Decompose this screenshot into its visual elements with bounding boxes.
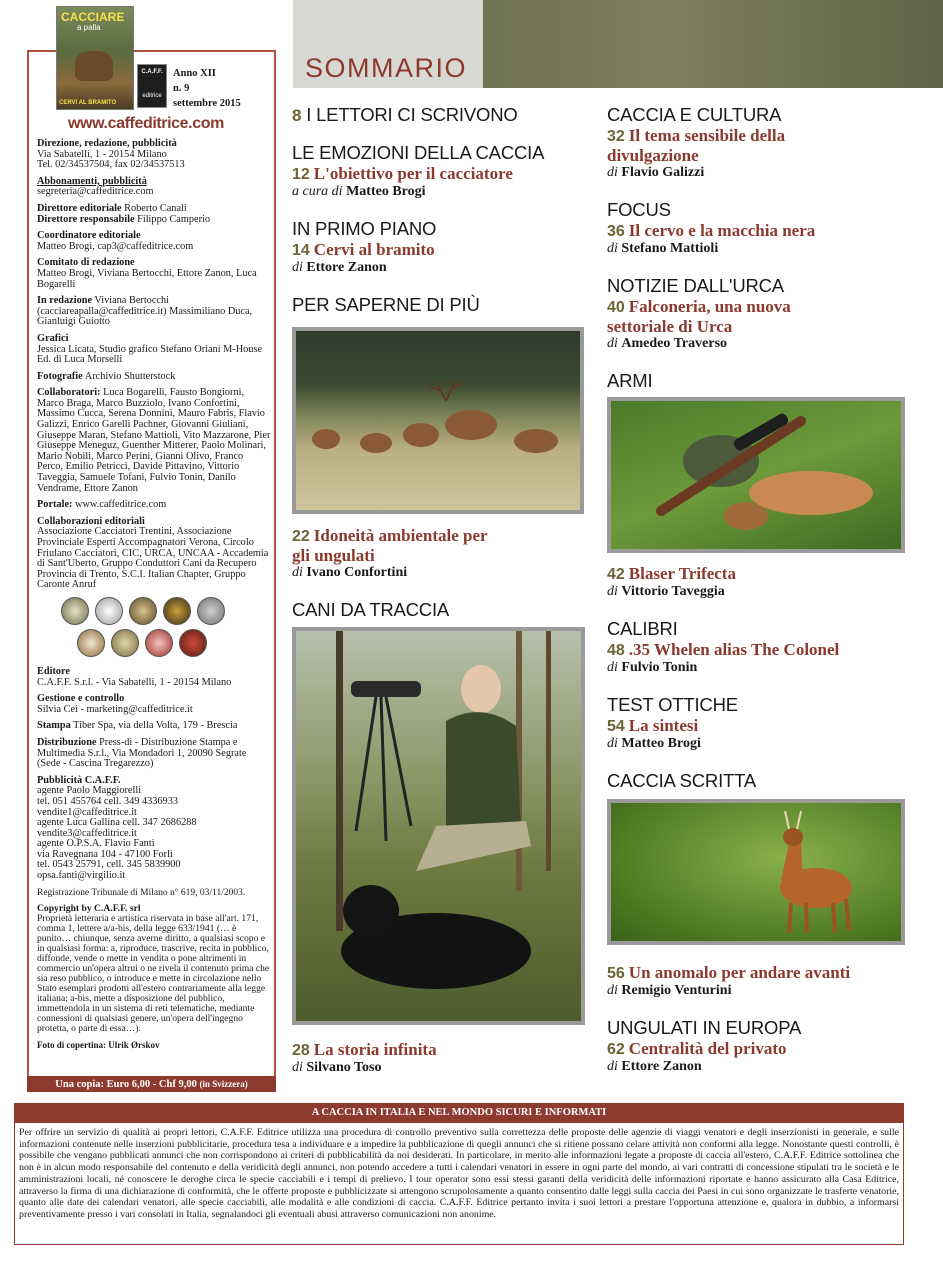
toc-author: Matteo Brogi — [621, 736, 701, 751]
direzione-line-2: Tel. 02/34537504, fax 02/34537513 — [37, 159, 185, 171]
issue-info — [173, 66, 241, 111]
association-logo — [77, 629, 105, 657]
credits-collaboratori — [37, 388, 271, 494]
byline-prefix: di — [292, 565, 303, 580]
toc-author: Stefano Mattioli — [621, 241, 719, 256]
pubblicita-line: agente Paolo Maggiorelli — [37, 785, 142, 797]
cover-thumbnail — [56, 6, 134, 110]
credits-gestione — [37, 694, 271, 715]
toc-byline — [292, 1060, 592, 1076]
byline-prefix: di — [607, 165, 618, 180]
pubblicita-line[interactable]: opsa.fanti@virgilio.it — [37, 870, 126, 882]
stampa-label: Stampa — [37, 720, 71, 732]
association-logos — [37, 597, 271, 659]
comitato-names: Matteo Brogi, Viviana Bertocchi, Ettore Zanon, Luca Bogarelli — [37, 267, 257, 290]
toc-title: Blaser Trifecta — [628, 564, 736, 583]
toc-number: 40 — [607, 299, 625, 316]
pubblicita-line: agente O.P.S.A. Flavio Fanti — [37, 838, 155, 850]
toc-section: CALIBRI — [607, 618, 678, 639]
distribuzione-name: Press-di - Distribuzione Stampa e Multimedia S.r.l., Via Mondadori 1, 20090 Segrate (Sede - Cascina Tregarezzo) — [37, 736, 247, 770]
toc-section: UNGULATI IN EUROPA — [607, 1017, 802, 1038]
toc-section: NOTIZIE DALL'URCA — [607, 275, 784, 296]
toc-author: Vittorio Taveggia — [621, 584, 725, 599]
toc-number: 56 — [607, 965, 625, 982]
toc-title: Il cervo e la macchia nera — [628, 221, 816, 240]
credits-stampa — [37, 721, 271, 732]
comitato-label: Comitato di redazione — [37, 257, 135, 269]
editore-name: C.A.F.F. S.r.l. - Via Sabatelli, 1 - 20154 Milano — [37, 676, 232, 688]
toc-number: 54 — [607, 718, 625, 735]
roe-deer-shape — [611, 803, 901, 941]
credits-copyright — [37, 904, 271, 1034]
portale-label: Portale: — [37, 499, 73, 511]
toc-title: Centralità del privato — [628, 1039, 787, 1058]
association-logo — [61, 597, 89, 625]
toc-title: Falconeria, una nuova settoriale di Urca — [607, 297, 791, 336]
photo-roe-deer-buck — [607, 799, 905, 945]
dir-resp-name: Filippo Camperio — [137, 213, 211, 225]
caff-badge-text: C.A.F.F. — [141, 69, 163, 75]
byline-prefix: di — [292, 1060, 303, 1075]
fotografie-source: Archivio Shutterstock — [84, 370, 176, 382]
toc-section: LE EMOZIONI DELLA CACCIA — [292, 142, 545, 163]
toc-number: 42 — [607, 566, 625, 583]
byline-prefix: di — [607, 736, 618, 751]
abbonamenti-email[interactable]: segreteria@caffeditrice.com — [37, 186, 154, 198]
toc-author: Ivano Confortini — [306, 565, 408, 580]
toc-number: 22 — [292, 528, 310, 545]
coord-label: Coordinatore editoriale — [37, 230, 141, 242]
credits-fotografie — [37, 372, 271, 383]
toc-byline — [607, 660, 937, 676]
deer-silhouettes — [296, 331, 580, 510]
toc-entry-48[interactable] — [607, 618, 937, 676]
byline-prefix: di — [607, 983, 618, 998]
association-logo — [163, 597, 191, 625]
toc-article — [292, 240, 592, 260]
cover-masthead-sub: a palla — [77, 23, 101, 32]
toc-author: Remigio Venturini — [621, 983, 732, 998]
toc-number: 48 — [607, 642, 625, 659]
association-logo — [145, 629, 173, 657]
direzione-line-1: Via Sabatelli, 1 - 20154 Milano — [37, 148, 167, 160]
credits-direzione — [37, 139, 271, 171]
pubblicita-line: tel. 051 455764 cell. 349 4336933 — [37, 795, 178, 807]
toc-section-caccia-scritta: CACCIA SCRITTA — [607, 770, 756, 791]
photo-red-deer-herd — [292, 327, 584, 514]
photo-hunter-with-dog — [292, 627, 585, 1025]
credits-distribuzione — [37, 738, 271, 770]
price-text: Una copia: Euro 6,00 - Chf 9,00 — [55, 1079, 197, 1090]
disclaimer-heading: A CACCIA IN ITALIA E NEL MONDO SICURI E INFORMATI — [14, 1103, 904, 1123]
toc-byline — [607, 584, 927, 600]
toc-section: IN PRIMO PIANO — [292, 218, 437, 239]
editore-label: Editore — [37, 665, 70, 677]
toc-section-per-saperne: PER SAPERNE DI PIÙ — [292, 294, 480, 315]
fotografie-label: Fotografie — [37, 370, 83, 382]
toc-section-armi: ARMI — [607, 370, 653, 391]
credits-collab-editoriali — [37, 517, 271, 591]
toc-entry-12[interactable] — [292, 142, 592, 200]
byline-prefix: di — [607, 1059, 618, 1074]
direzione-label: Direzione, redazione, pubblicità — [37, 138, 177, 149]
toc-article — [607, 564, 927, 584]
price-bar — [27, 1076, 276, 1092]
toc-number: 28 — [292, 1042, 310, 1059]
toc-article — [607, 640, 937, 660]
toc-article — [607, 126, 807, 165]
registrazione: Registrazione Tribunale di Milano n° 619, 03/11/2003. — [37, 887, 246, 898]
toc-article — [292, 526, 492, 565]
toc-entry-54[interactable] — [607, 694, 927, 752]
abbonamenti-label: Abbonamenti, pubblicità — [37, 175, 147, 187]
toc-article — [607, 963, 927, 983]
toc-section: FOCUS — [607, 199, 671, 220]
grafici-label: Grafici — [37, 332, 69, 344]
copyright-label: Copyright by C.A.F.F. srl — [37, 903, 141, 915]
toc-number: 14 — [292, 242, 310, 259]
header-band-green — [483, 0, 943, 88]
issue-year: Anno XII — [173, 68, 216, 79]
toc-author: Silvano Toso — [306, 1060, 382, 1075]
pubblicita-line: tel. 0543 25791, cell. 345 5839900 — [37, 859, 181, 871]
hunter-scene — [296, 631, 581, 1021]
toc-author: Flavio Galizzi — [621, 165, 705, 180]
toc-author: Ettore Zanon — [621, 1059, 702, 1074]
distribuzione-label: Distribuzione — [37, 736, 97, 748]
byline-prefix: di — [607, 336, 618, 351]
association-logo — [179, 629, 207, 657]
toc-section: TEST OTTICHE — [607, 694, 738, 715]
toc-entry-56[interactable] — [607, 963, 927, 999]
portale-link[interactable]: www.caffeditrice.com — [75, 499, 167, 511]
association-logo — [95, 597, 123, 625]
toc-title: La storia infinita — [313, 1040, 437, 1059]
coord-name: Matteo Brogi, cap3@caffeditrice.com — [37, 240, 194, 252]
byline-prefix: di — [607, 660, 618, 675]
toc-title: Un anomalo per andare avanti — [628, 963, 851, 982]
toc-title: Idoneità ambientale per gli ungulati — [292, 526, 488, 565]
toc-section-cani: CANI DA TRACCIA — [292, 599, 450, 620]
price-note: (in Svizzera) — [199, 1079, 248, 1089]
dir-ed-label: Direttore editoriale — [37, 202, 122, 214]
toc-entry-28[interactable] — [292, 1040, 592, 1076]
issue-date: settembre 2015 — [173, 98, 241, 109]
toc-article — [607, 221, 927, 241]
grafici-names: Jessica Licata, Studio grafico Stefano Oriani M-House Ed. di Luca Morselli — [37, 343, 263, 366]
collab-ed-label: Collaborazioni editoriali — [37, 515, 145, 527]
toc-number: 8 — [292, 106, 302, 125]
toc-number: 62 — [607, 1041, 625, 1058]
toc-entry-32[interactable] — [607, 104, 927, 181]
credits-pubblicita — [37, 776, 271, 882]
redazione-label: In redazione — [37, 295, 93, 307]
toc-author: Ettore Zanon — [306, 260, 387, 275]
gestione-name: Silvia Cei - marketing@caffeditrice.it — [37, 703, 193, 715]
credits-portale — [37, 500, 271, 511]
issue-number: n. 9 — [173, 83, 190, 94]
toc-entry-62[interactable] — [607, 1017, 927, 1075]
caff-badge — [137, 64, 167, 108]
byline-prefix: di — [292, 260, 303, 275]
toc-article — [607, 1039, 927, 1059]
collab-ed-names: Associazione Cacciatori Trentini, Associazione Provinciale Esperti Accompagnatori Verona, Circolo Friulano Cacciatori, CIC, URCA, UNCAA - Accademia di Sant'Uberto, Gruppo Conduttori Cani da Recupero Provincia di Trento, S.C.I. Italian Chapter, Gruppo Caronte Anruf — [37, 526, 269, 591]
stampa-name: Tiber Spa, via della Volta, 179 - Brescia — [73, 720, 238, 732]
toc-author: Fulvio Tonin — [621, 660, 698, 675]
toc-title: Cervi al bramito — [313, 240, 435, 259]
dir-resp-label: Direttore responsabile — [37, 213, 135, 225]
redazione-names: Viviana Bertocchi (cacciareapalla@caffeditrice.it) Massimiliano Duca, Gianluigi Guiotto — [37, 295, 253, 328]
pubblicita-line[interactable]: vendite3@caffeditrice.it — [37, 827, 137, 839]
credits-comitato — [37, 258, 271, 290]
toc-entry-36[interactable] — [607, 199, 927, 257]
pubblicita-line: via Ravegnana 104 - 47100 Forlì — [37, 848, 173, 860]
photo-rifle-and-roe-deer — [607, 397, 905, 553]
disclaimer-body: Per offrire un servizio di qualità ai propri lettori, C.A.F.F. Editrice utilizza una procedura di controllo preventivo sulla correttezza delle proposte delle agenzie di viaggi venatori e degli inserzionisti in generale, e sulle informazioni contenute nelle inserzioni pubblicitarie, procedura tesa a individuare e a impedire la pubblicazione di quegli annunci che si ritiene possano celare attività non conformi alla legge. Nonostante questi controlli, è possibile che vengano pubblicati annunci che non corrispondono ai criteri di pubblicabilità da noi desiderati. In particolare, in merito alle informazioni legate a proposte di caccia all'estero, C.A.F.F. Editrice sottolinea che non è in alcun modo responsabile del contenuto e della veridicità degli annunci, non potendo accedere a tutti i calendari venatori in essere in ogni parte del mondo, ai vari contratti di concessione stipulati tra le società e le amministrazioni locali, né conoscere le deroghe circa le specie cacciabili e i tempi di prelievo. I tour operator sono essi stessi garanti della veridicità delle informazioni riportate e hanno assicurato alla Casa Editrice, attraverso la firma di una dichiarazione di conformità, che le offerte proposte e pubblicizzate si attengono scrupolosamente a quanto consentito dalle leggi sulla caccia dei Paesi in cui sono organizzate le trasferte venatorie, quanto alle date dei calendari venatori, alle specie cacciabili, alle modalità e alle condizioni di caccia. C.A.F.F. Editrice pertanto invita i suoi lettori a prestare l'opportuna attenzione e, qualora in dubbio, a informarsi preventivamente presso i vari consolati in Italia, segnalandoci gli eventuali abusi attraverso comunicazioni non anonime. — [19, 1127, 899, 1220]
collaboratori-names: Luca Bogarelli, Fausto Bongiorni, Marco Braga, Marco Buzziolo, Ivano Confortini, Massimo Cucca, Serena Donnini, Mauro Fabris, Flavio Galizzi, Enrico Garelli Pachner, Giovanni Giuliani, Giuseppe Maran, Stefano Mattioli, Vito Mazzarone, Pier Giuseppe Meneguz, Guenther Mitterer, Paolo Molinari, Mario Nobili, Marco Perini, Gianni Olivo, Franco Perco, Emilio Petricci, Davide Pittavino, Vittorio Taveggia, Samuele Tofani, Fulvio Tonin, Danilo Vendrame, Ettore Zanon — [37, 387, 271, 494]
toc-number: 12 — [292, 166, 310, 183]
pubblicita-line: agente Luca Gallina cell. 347 2686288 — [37, 817, 197, 829]
website-link[interactable]: www.caffeditrice.com — [68, 115, 224, 132]
byline-prefix: di — [607, 584, 618, 599]
toc-title: L'obiettivo per il cacciatore — [313, 164, 513, 183]
toc-byline — [607, 165, 927, 181]
gestione-label: Gestione e controllo — [37, 693, 125, 705]
toc-byline — [292, 565, 592, 581]
association-logo — [111, 629, 139, 657]
association-logo — [197, 597, 225, 625]
rifle-scene — [611, 401, 901, 549]
toc-title: Il tema sensibile della divulgazione — [607, 126, 786, 165]
toc-number: 32 — [607, 128, 625, 145]
cover-line: CERVI AL BRAMITO — [59, 100, 117, 106]
copyright-text: Proprietà letteraria e artistica riservata in base all'art. 171, comma 1, lettere a/a-bis, della legge 633/1941 (… è punito… chiunque, senza averne diritto, a qualsiasi scopo e in qualsiasi forma: a, riproduce, trascrive, recita in pubblico, diffonde, vende o mette in vendita o pone altrimenti in commercio un'opera altrui o ne rivela il contenuto prima che sia reso pubblico, o introduce e mette in circolazione nello Stato esemplari prodotti all'estero contrariamente alla legge italiana; a-bis, mette a disposizione del pubblico, immettendola in un sistema di reti telematiche, mediante connessioni di qualsiasi genere, un'opera dell'ingegno protetta, o parte di essa…). — [37, 913, 270, 1035]
toc-byline — [607, 336, 927, 352]
toc-section: CACCIA E CULTURA — [607, 104, 782, 125]
toc-byline — [607, 1059, 927, 1075]
toc-number: 36 — [607, 223, 625, 240]
toc-entry-8[interactable] — [292, 104, 518, 126]
byline-prefix: a cura di — [292, 184, 343, 199]
credits-redazione — [37, 296, 271, 328]
toc-title: .35 Whelen alias The Colonel — [628, 640, 840, 659]
credits-editore — [37, 667, 271, 688]
credits-grafici — [37, 334, 271, 366]
caff-badge-sub: editrice — [142, 93, 162, 99]
toc-entry-40[interactable] — [607, 275, 927, 352]
toc-byline — [607, 736, 927, 752]
toc-author: Matteo Brogi — [346, 184, 426, 199]
pubblicita-label: Pubblicità C.A.F.F. — [37, 774, 121, 786]
toc-article — [292, 1040, 592, 1060]
foto-copertina: Foto di copertina: Ulrik Ørskov — [37, 1040, 160, 1051]
credits-coordinatore — [37, 231, 271, 252]
credits-direttori — [37, 204, 271, 225]
toc-article — [292, 164, 592, 184]
cover-masthead: CACCIARE — [61, 10, 125, 24]
toc-entry-42[interactable] — [607, 564, 927, 600]
association-logo — [129, 597, 157, 625]
toc-author: Amedeo Traverso — [621, 336, 728, 351]
toc-article — [607, 716, 927, 736]
cover-deer-shape — [75, 51, 113, 81]
toc-article — [607, 297, 827, 336]
pubblicita-line[interactable]: vendite1@caffeditrice.it — [37, 806, 137, 818]
credits-abbonamenti — [37, 177, 271, 198]
toc-title: La sintesi — [628, 716, 699, 735]
byline-prefix: di — [607, 241, 618, 256]
collaboratori-label: Collaboratori: — [37, 387, 101, 399]
toc-entry-14[interactable] — [292, 218, 592, 276]
toc-byline — [292, 184, 592, 200]
credits-column — [37, 139, 271, 1051]
toc-byline — [607, 983, 927, 999]
toc-byline — [607, 241, 927, 257]
toc-byline — [292, 260, 592, 276]
toc-section: I LETTORI CI SCRIVONO — [306, 104, 518, 125]
dir-ed-name: Roberto Canali — [124, 202, 187, 214]
toc-entry-22[interactable] — [292, 526, 592, 581]
page-title: SOMMARIO — [305, 53, 468, 83]
